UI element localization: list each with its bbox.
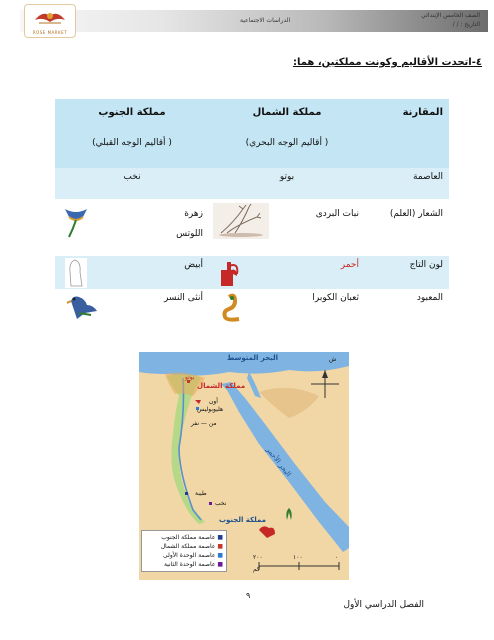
papyrus-icon [213,203,269,239]
table-row [55,256,449,289]
header-north-title: مملكة الشمال [252,107,322,118]
red-crown-icon [217,258,241,288]
row-label: العاصمة [413,172,443,182]
header-north-cell [209,99,365,168]
header-label-cell [365,99,449,168]
legend-item: ■ عاصمة الوحدة الثانية [163,561,223,568]
page-header [20,6,488,36]
map-label-med-sea: البحر المتوسط [227,354,279,362]
map-label-on: أون [209,398,218,405]
map-label-north-kingdom: مملكة الشمال [197,382,246,390]
emblem-south-line1: زهرة [184,209,203,219]
deity-south-cell [55,289,209,339]
scale-label-0: ٠ [335,554,339,561]
table-row [55,199,449,256]
header-south-cell [55,99,209,168]
comparison-table [55,99,449,339]
legend-item: ■ عاصمة مملكة الجنوب [161,534,223,541]
cobra-icon [219,293,245,323]
legend-item: ■ عاصمة الوحدة الأولى [162,552,223,559]
school-logo [24,4,76,38]
logo-text: ROSE MARKET [32,30,68,35]
map-label-thebes: طيبة [195,490,207,497]
scale-label-unit: كم [253,566,260,573]
egypt-map [139,352,349,580]
row-label: المعبود [416,293,443,303]
compass-north-label: ش [329,356,337,363]
table-row [55,289,449,339]
emblem-north: نبات البردى [315,209,359,219]
map-label-menf: من — نفر [191,420,217,427]
deity-north: ثعبان الكوبرا [312,293,359,303]
crown-north-cell [209,256,365,289]
white-crown-icon [65,258,87,288]
date-field: التاريخ : / / [452,21,480,28]
scale-label-100: ١٠٠ [293,554,303,561]
subject-title: الدراسات الاجتماعية [240,17,291,24]
crown-north: أحمر [340,260,359,270]
page-number: ٩ [246,591,251,600]
table-row [55,168,449,199]
emblem-north-cell [209,199,365,256]
map-label-nekheb: نخب [215,500,227,507]
crown-south-cell [55,256,209,289]
header-south-sub: ( أقاليم الوجه القبلي) [92,138,172,148]
row-label: الشعار (العلم) [389,209,443,219]
grade-title: الصف الخامس الإبتدائي [421,12,480,19]
capital-south: نخب [123,172,141,182]
deity-south: أنثى النسر [163,293,203,303]
scale-label-200: ٢٠٠ [253,554,263,561]
header-label: المقارنة [402,107,443,118]
header-south-title: مملكة الجنوب [98,107,166,118]
vulture-icon [63,291,103,323]
map-label-buto: بوتو [185,374,195,381]
emblem-south-line2: اللوتس [176,229,203,239]
deity-north-cell [209,289,365,339]
footer-term: الفصل الدراسي الأول [343,600,424,610]
map-label-south-kingdom: مملكة الجنوب [219,516,266,524]
question-heading: ٤-اتحدت الأقاليم وكونت مملكتين، هما: [292,57,482,68]
crown-south: أبيض [184,260,203,270]
table-header-row [55,99,449,168]
header-north-sub: ( أقاليم الوجه البحري) [245,138,329,148]
row-label: لون التاج [409,260,443,270]
map-label-red-sea: البحر الأحمر [264,445,293,479]
map-label-heliopolis: هليوبوليس [197,406,224,413]
lotus-icon [61,205,91,239]
logo-icon [33,8,67,26]
emblem-south-cell [55,199,209,256]
legend-item: ■ عاصمة مملكة الشمال [160,543,223,550]
capital-north: بوتو [279,172,295,182]
map-legend [141,530,227,572]
